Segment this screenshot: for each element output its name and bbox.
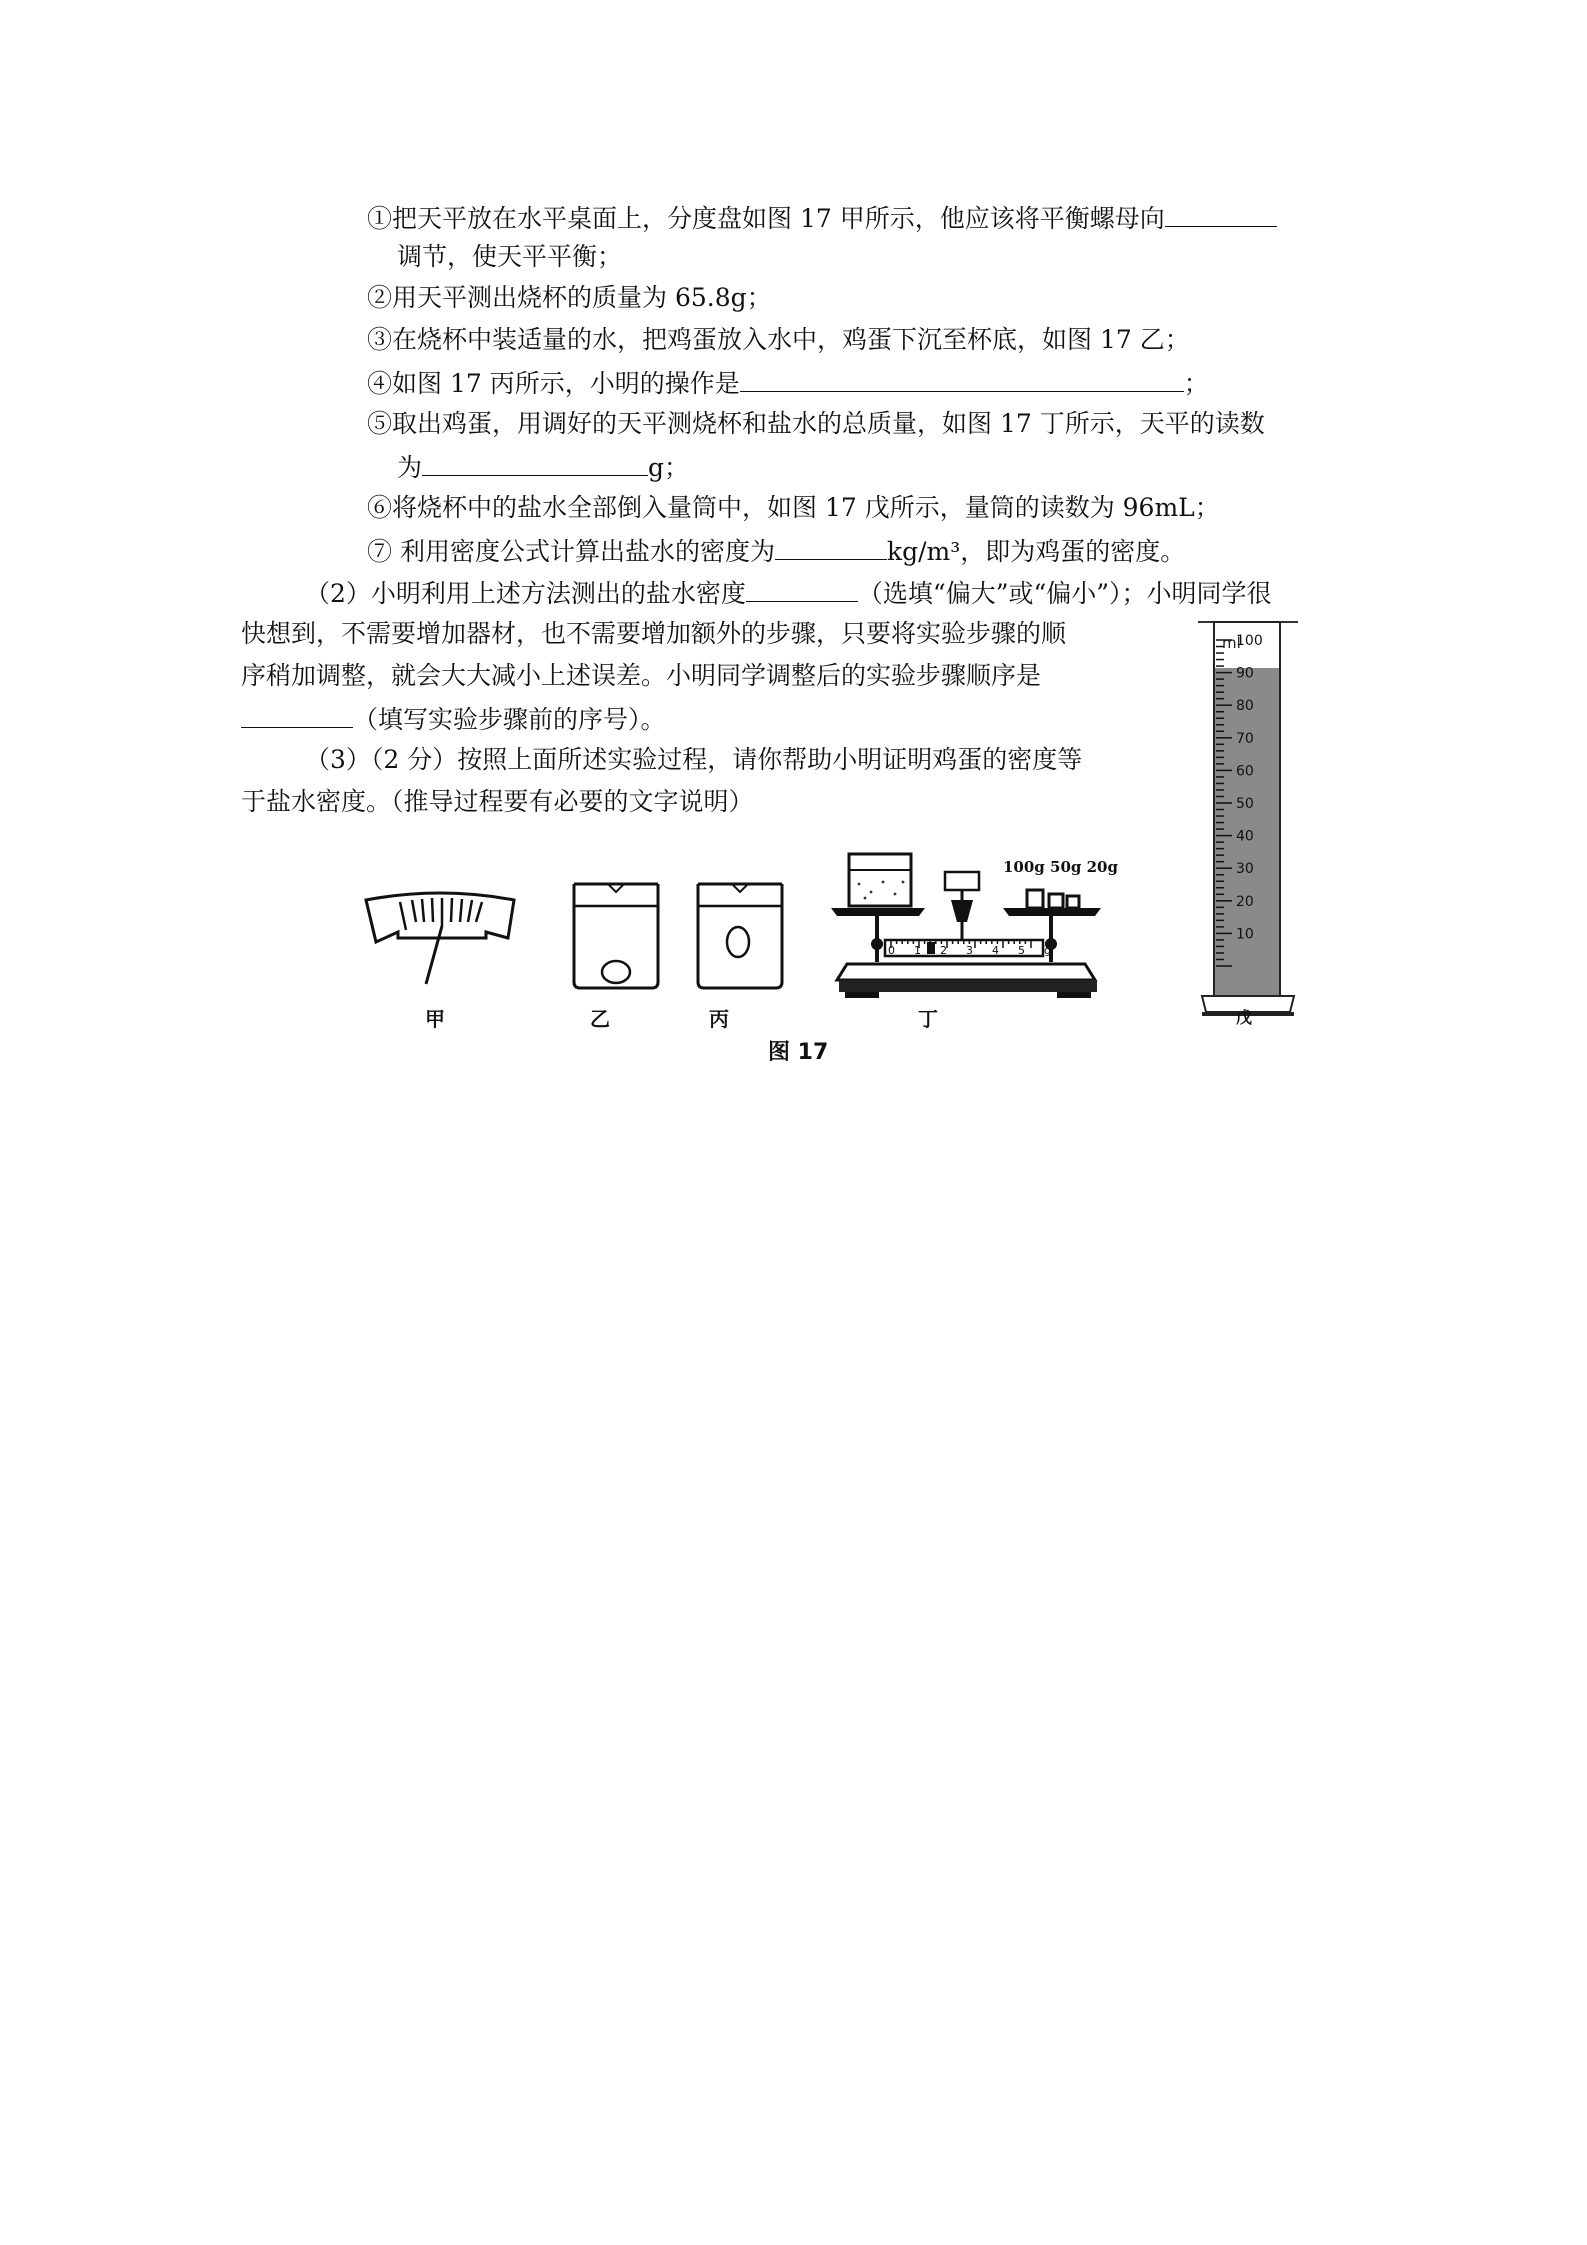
- beam-tick-label: 2: [940, 944, 947, 957]
- figure-beaker-yi: [570, 880, 662, 992]
- step-5-line-2: [397, 451, 689, 483]
- answer-blank-5[interactable]: [422, 451, 648, 476]
- step-1-line-1: [367, 202, 1277, 234]
- cylinder-tick-label: 30: [1236, 861, 1254, 878]
- q2-line-2: 快想到，不需要增加器材，也不需要增加额外的步骤，只要将实验步骤的顺: [241, 619, 1067, 648]
- figure-balance: [825, 852, 1118, 1002]
- cylinder-tick-label: 100: [1236, 633, 1263, 649]
- beam-tick-label: 0: [888, 944, 895, 957]
- rider: [927, 942, 935, 954]
- step-5-prefix: 为: [397, 453, 423, 482]
- weights-label: 100g 50g 20g: [1003, 858, 1118, 876]
- q2-line-1: [305, 577, 1272, 609]
- cylinder-tick-label: 80: [1236, 698, 1254, 715]
- step-6: ⑥将烧杯中的盐水全部倒入量筒中，如图 17 戊所示，量筒的读数为 96mL；: [367, 493, 1220, 522]
- cylinder-unit: ml: [1222, 634, 1241, 652]
- step-7-suffix: kg/m³，即为鸡蛋的密度。: [886, 537, 1186, 566]
- beam-tick-label: g: [1044, 944, 1051, 957]
- q2-text-a: （2）小明利用上述方法测出的盐水密度: [305, 579, 746, 608]
- step-1-text: ①把天平放在水平桌面上，分度盘如图 17 甲所示，他应该将平衡螺母向: [367, 204, 1165, 233]
- step-1-line-2: 调节，使天平平衡；: [397, 242, 623, 271]
- q2-text-b: （选填“偏大”或“偏小”）；小明同学很: [857, 579, 1272, 608]
- cylinder-tick-label: 10: [1236, 926, 1254, 943]
- step-4-end: ；: [1183, 369, 1209, 398]
- step-5-line-1: ⑤取出鸡蛋，用调好的天平测烧杯和盐水的总质量，如图 17 丁所示，天平的读数: [367, 409, 1265, 438]
- answer-blank-q2b[interactable]: [241, 703, 353, 728]
- step-3: ③在烧杯中装适量的水，把鸡蛋放入水中，鸡蛋下沉至杯底，如图 17 乙；: [367, 325, 1190, 354]
- q2-text-end: （填写实验步骤前的序号）。: [353, 705, 666, 734]
- step-2: ②用天平测出烧杯的质量为 65.8g；: [367, 283, 772, 312]
- answer-blank-4[interactable]: [740, 367, 1184, 392]
- egg-icon: [602, 961, 630, 983]
- step-4: [367, 367, 1209, 399]
- answer-blank-q2a[interactable]: [746, 577, 858, 602]
- label-ding: 丁: [918, 1007, 938, 1031]
- label-bing: 丙: [709, 1007, 729, 1031]
- beam-tick-label: 4: [992, 944, 999, 957]
- cylinder-tick-label: 70: [1236, 730, 1254, 747]
- answer-blank-7[interactable]: [775, 535, 887, 560]
- label-jia: 甲: [425, 1007, 445, 1031]
- beam-tick-label: 5: [1018, 944, 1025, 957]
- figure-cylinder: [1198, 620, 1298, 1020]
- beam-tick-label: 3: [966, 944, 973, 957]
- cylinder-tick-label: 20: [1236, 893, 1254, 910]
- q3-line-2: 于盐水密度。（推导过程要有必要的文字说明）: [241, 787, 754, 816]
- step-7: [367, 535, 1185, 567]
- step-5-suffix: g；: [648, 453, 690, 482]
- q3-line-1: （3）（2 分）按照上面所述实验过程，请你帮助小明证明鸡蛋的密度等: [305, 745, 1083, 774]
- beam-tick-label: 1: [914, 944, 921, 957]
- step-7-text: ⑦ 利用密度公式计算出盐水的密度为: [367, 537, 775, 566]
- answer-blank-1[interactable]: [1165, 202, 1277, 227]
- step-4-text: ④如图 17 丙所示，小明的操作是: [367, 369, 740, 398]
- label-yi: 乙: [590, 1007, 610, 1031]
- cylinder-tick-label: 50: [1236, 796, 1254, 812]
- cylinder-tick-label: 40: [1236, 828, 1254, 845]
- q2-line-4: [241, 703, 666, 735]
- cylinder-tick-label: 60: [1236, 763, 1254, 780]
- dial-needle: [426, 926, 442, 984]
- egg-icon: [727, 927, 749, 957]
- figure-dial: [362, 892, 518, 992]
- cylinder-tick-label: 90: [1236, 665, 1254, 682]
- figure-title: 图 17: [768, 1040, 829, 1065]
- label-wu: 戊: [1236, 1008, 1253, 1027]
- figure-beaker-bing: [694, 880, 786, 992]
- q2-line-3: 序稍加调整，就会大大减小上述误差。小明同学调整后的实验步骤顺序是: [241, 661, 1042, 690]
